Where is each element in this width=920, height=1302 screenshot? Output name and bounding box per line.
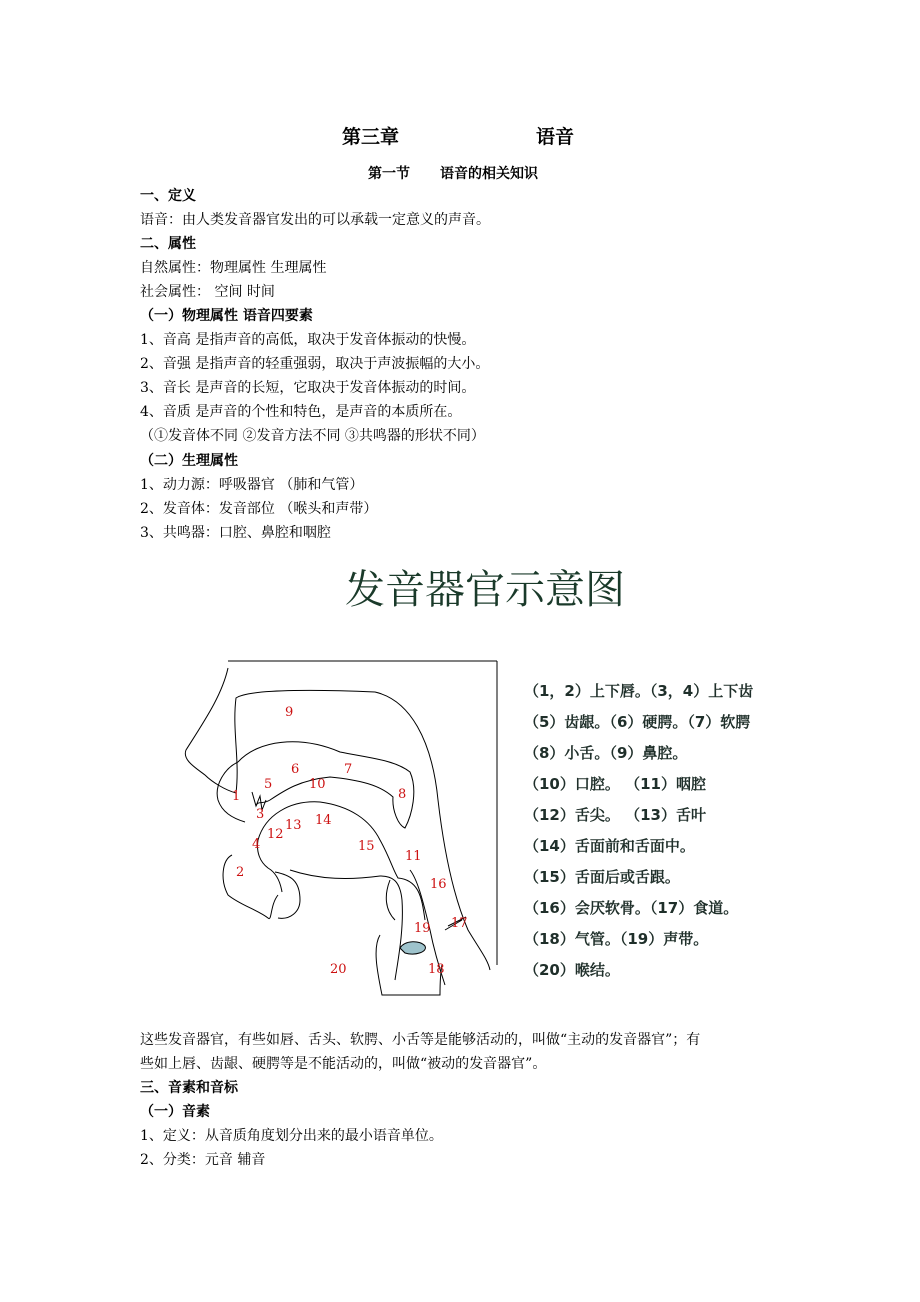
diagram-number-18: 18 (428, 962, 445, 977)
text-natural-attributes: 自然属性：物理属性 生理属性 (140, 260, 327, 276)
legend-item: （14）舌面前和舌面中。 (524, 837, 695, 855)
diagram-number-7: 7 (344, 762, 353, 777)
heading-attributes: 二、属性 (140, 236, 196, 252)
vocal-cords (400, 942, 425, 954)
legend-item: （16）会厌软骨。（17）食道。 (524, 899, 739, 917)
legend-item: （20）喉结。 (524, 961, 620, 979)
nasal-cavity-outline (185, 668, 236, 793)
heading-phoneme: （一）音素 (140, 1104, 210, 1120)
legend-item: （8）小舌。（9）鼻腔。 (524, 744, 688, 762)
chapter-number: 第三章 (342, 126, 400, 148)
text-timbre: 4、音质 是声音的个性和特色，是声音的本质所在。 (140, 404, 462, 420)
legend-item: （12）舌尖。 （13）舌叶 (524, 806, 706, 824)
lower-lip-jaw (223, 855, 278, 919)
legend-item: （5）齿龈。（6）硬腭。（7）软腭 (524, 713, 751, 731)
diagram-number-4: 4 (252, 837, 261, 852)
diagram-number-19: 19 (414, 921, 431, 936)
diagram-number-3: 3 (256, 807, 265, 822)
diagram-number-12: 12 (267, 827, 284, 842)
epiglottis (386, 880, 395, 920)
text-pitch: 1、音高 是指声音的高低，取决于发音体振动的快慢。 (140, 332, 476, 348)
diagram-number-10: 10 (309, 777, 326, 792)
text-phoneme-definition: 1、定义：从音质角度划分出来的最小语音单位。 (140, 1128, 443, 1144)
diagram-number-20: 20 (330, 962, 347, 977)
diagram-number-6: 6 (291, 762, 300, 777)
heading-definition: 一、定义 (140, 188, 196, 204)
diagram-number-2: 2 (236, 865, 245, 880)
diagram-number-16: 16 (430, 877, 447, 892)
lower-teeth (257, 840, 282, 892)
text-resonator: 3、共鸣器：口腔、鼻腔和咽腔 (140, 525, 331, 541)
legend-item: （15）舌面后或舌跟。 (524, 868, 680, 886)
text-vibrator: 2、发音体：发音部位 （喉头和声带） (140, 501, 378, 517)
heading-phonemes: 三、音素和音标 (140, 1080, 238, 1096)
text-organs-passive: 些如上唇、齿龈、硬腭等是不能活动的，叫做“被动的发音器官”。 (140, 1056, 547, 1072)
legend-item: （1，2）上下唇。（3，4）上下齿 (524, 682, 754, 700)
chapter-title: 语音 (536, 126, 575, 148)
text-phoneme-classes: 2、分类：元音 辅音 (140, 1152, 266, 1168)
diagram-number-5: 5 (264, 777, 273, 792)
diagram-number-17: 17 (451, 916, 468, 931)
diagram-number-14: 14 (315, 813, 332, 828)
text-duration: 3、音长 是声音的长短，它取决于发音体振动的时间。 (140, 380, 476, 396)
text-power-source: 1、动力源：呼吸器官 （肺和气管） (140, 477, 364, 493)
text-timbre-factors: （①发音体不同 ②发音方法不同 ③共鸣器的形状不同） (140, 428, 485, 444)
diagram-title: 发音器官示意图 (345, 567, 625, 613)
text-organs-active: 这些发音器官，有些如唇、舌头、软腭、小舌等是能够活动的，叫做“主动的发音器官”；有 (140, 1032, 701, 1048)
chin-outline (275, 872, 300, 918)
section-number: 第一节 (368, 166, 410, 182)
diagram-number-13: 13 (285, 818, 302, 833)
diagram-number-9: 9 (285, 705, 294, 720)
text-social-attributes: 社会属性： 空间 时间 (140, 284, 275, 300)
legend-item: （18）气管。（19）声带。 (524, 930, 709, 948)
diagram-number-8: 8 (398, 787, 407, 802)
tongue (258, 802, 425, 920)
text-definition: 语音：由人类发音器官发出的可以承载一定意义的声音。 (140, 212, 490, 228)
heading-physiological-attributes: （二）生理属性 (140, 453, 238, 469)
heading-physical-attributes: （一）物理属性 语音四要素 (140, 308, 313, 324)
diagram-number-11: 11 (405, 849, 422, 864)
diagram-number-15: 15 (358, 839, 375, 854)
text-intensity: 2、音强 是指声音的轻重强弱，取决于声波振幅的大小。 (140, 356, 490, 372)
section-title: 语音的相关知识 (440, 166, 538, 182)
diagram-number-1: 1 (232, 789, 241, 804)
legend-item: （10）口腔。 （11）咽腔 (524, 775, 706, 793)
